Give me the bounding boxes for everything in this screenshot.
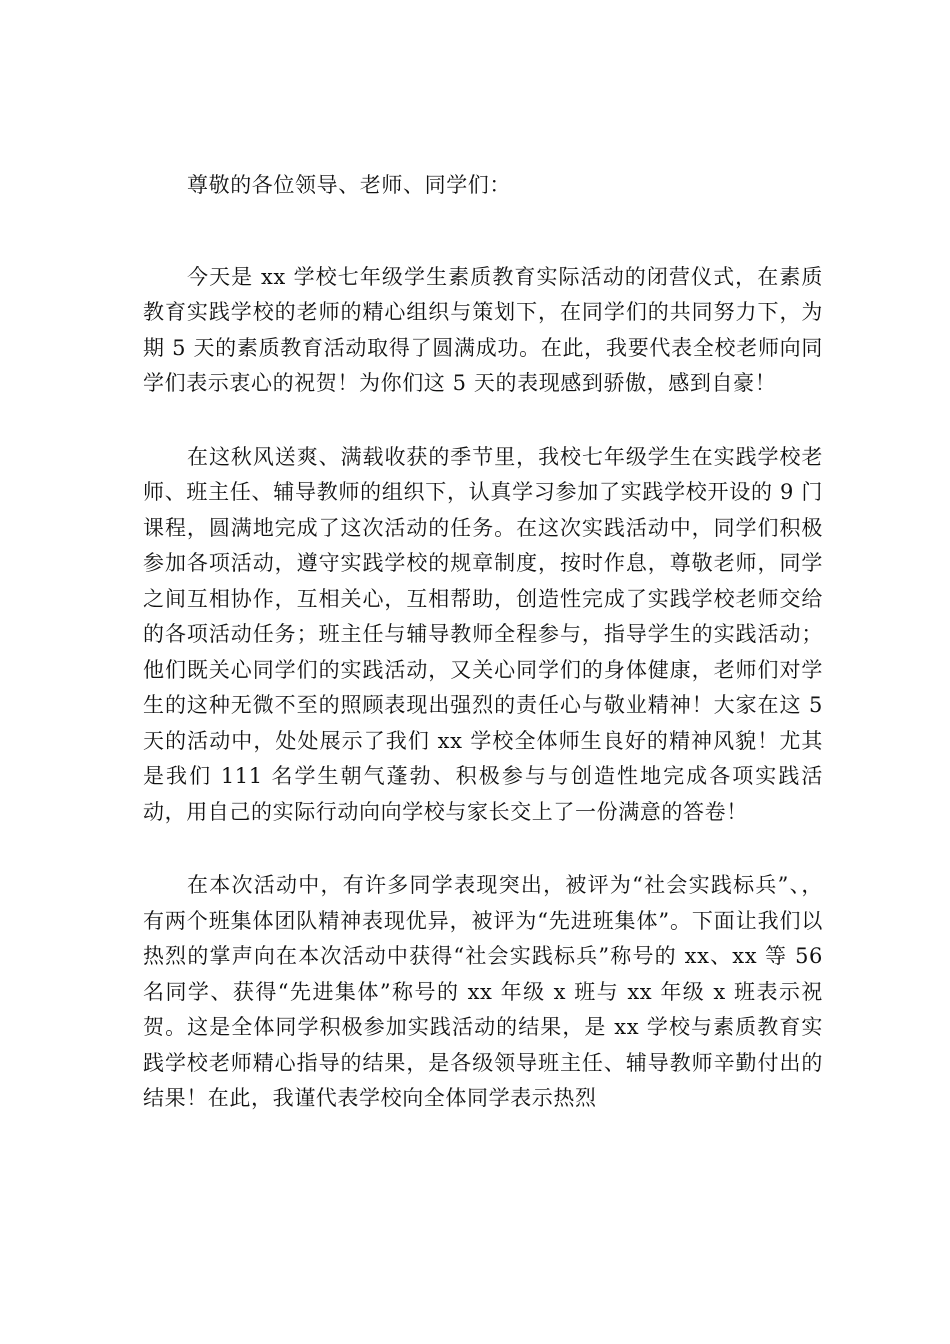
paragraph-3: 在本次活动中，有许多同学表现突出，被评为“社会实践标兵”、，有两个班集体团队精神表现优异，被评为“先进班集体”。下面让我们以热烈的掌声向在本次活动中获得“社会实践标兵”称号的 xx、xx 等 56 名同学、获得“先进集体”称号的 xx 年级 x 班与 xx 年级 x 班表示祝贺。这是全体同学积极参加实践活动的结果，是 xx 学校与素质教育实践学校老师精心指导的结果，是各级领导班主任、辅导教师辛勤付出的结果！在此，我谨代表学校向全体同学表示热烈 (143, 873, 823, 1110)
speech-body (143, 168, 823, 1155)
paragraph-2: 在这秋风送爽、满载收获的季节里，我校七年级学生在实践学校老师、班主任、辅导教师的组织下，认真学习参加了实践学校开设的 9 门课程，圆满地完成了这次活动的任务。在这次实践活动中，同学们积极参加各项活动，遵守实践学校的规章制度，按时作息，尊敬老师，同学之间互相协作，互相关心，互相帮助，创造性完成了实践学校老师交给的各项活动任务；班主任与辅导教师全程参与，指导学生的实践活动；他们既关心同学们的实践活动，又关心同学们的身体健康，老师们对学生的这种无微不至的照顾表现出强烈的责任心与敬业精神！大家在这 5 天的活动中，处处展示了我们 xx 学校全体师生良好的精神风貌！尤其是我们 111 名学生朝气蓬勃、积极参与与创造性地完成各项实践活动，用自己的实际行动向向学校与家长交上了一份满意的答卷！ (143, 444, 823, 824)
greeting: 尊敬的各位领导、老师、同学们： (187, 173, 511, 197)
paragraph-1: 今天是 xx 学校七年级学生素质教育实际活动的闭营仪式，在素质教育实践学校的老师的精心组织与策划下，在同学们的共同努力下，为期 5 天的素质教育活动取得了圆满成功。在此，我要代表全校老师向同学们表示衷心的祝贺！为你们这 5 天的表现感到骄傲，感到自豪！ (143, 264, 823, 395)
